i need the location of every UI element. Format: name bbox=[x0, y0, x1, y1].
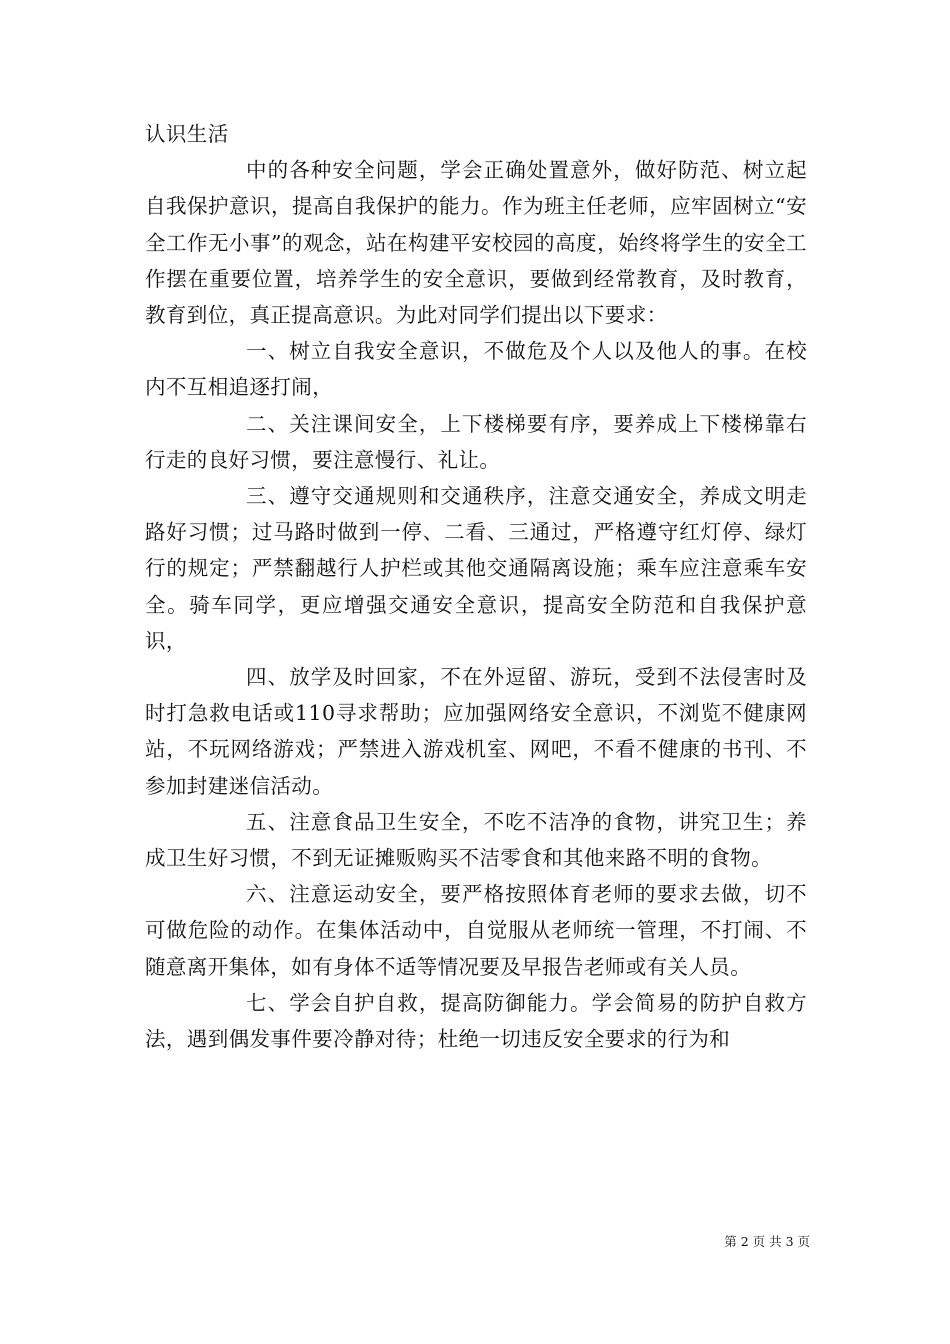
document-body bbox=[145, 116, 807, 1057]
page-number-footer: 第 2 页 共 3 页 bbox=[724, 1234, 810, 1249]
paragraph-item-5: 五、注意食品卫生安全，不吃不洁净的食物，讲究卫生；养成卫生好习惯，不到无证摊贩购买不洁零食和其他来路不明的食物。 bbox=[145, 809, 807, 871]
paragraph-item-6: 六、注意运动安全，要严格按照体育老师的要求去做，切不可做危险的动作。在集体活动中，自觉服从老师统一管理，不打闹、不随意离开集体，如有身体不适等情况要及早报告老师或有关人员。 bbox=[145, 882, 807, 979]
paragraph-item-1: 一、树立自我安全意识，不做危及个人以及他人的事。在校内不互相追逐打闹， bbox=[145, 339, 807, 400]
paragraph-item-7: 七、学会自护自救，提高防御能力。学会简易的防护自救方法，遇到偶发事件要冷静对待；杜绝一切违反安全要求的行为和 bbox=[145, 990, 807, 1052]
paragraph-item-2: 二、关注课间安全，上下楼梯要有序，要养成上下楼梯靠右行走的良好习惯，要注意慢行、礼让。 bbox=[145, 411, 807, 472]
paragraph-item-3: 三、遵守交通规则和交通秩序，注意交通安全，养成文明走路好习惯；过马路时做到一停、二看、三通过，严格遵守红灯停、绿灯行的规定；严禁翻越行人护栏或其他交通隔离设施；乘车应注意乘车安全。骑车同学，更应增强交通安全意识，提高安全防范和自我保护意识， bbox=[145, 484, 807, 653]
paragraph-item-4: 四、放学及时回家，不在外逗留、游玩，受到不法侵害时及时打急救电话或110寻求帮助；应加强网络安全意识，不浏览不健康网站，不玩网络游戏；严禁进入游戏机室、网吧，不看不健康的书刊、不参加封建迷信活动。 bbox=[145, 665, 807, 798]
paragraph-intro: 中的各种安全问题，学会正确处置意外，做好防范、树立起自我保护意识，提高自我保护的能力。作为班主任老师，应牢固树立“安全工作无小事”的观念，站在构建平安校园的高度，始终将学生的安全工作摆在重要位置，培养学生的安全意识，要做到经常教育，及时教育，教育到位，真正提高意识。为此对同学们提出以下要求： bbox=[145, 158, 807, 328]
paragraph-heading-fragment: 认识生活 bbox=[145, 122, 229, 146]
